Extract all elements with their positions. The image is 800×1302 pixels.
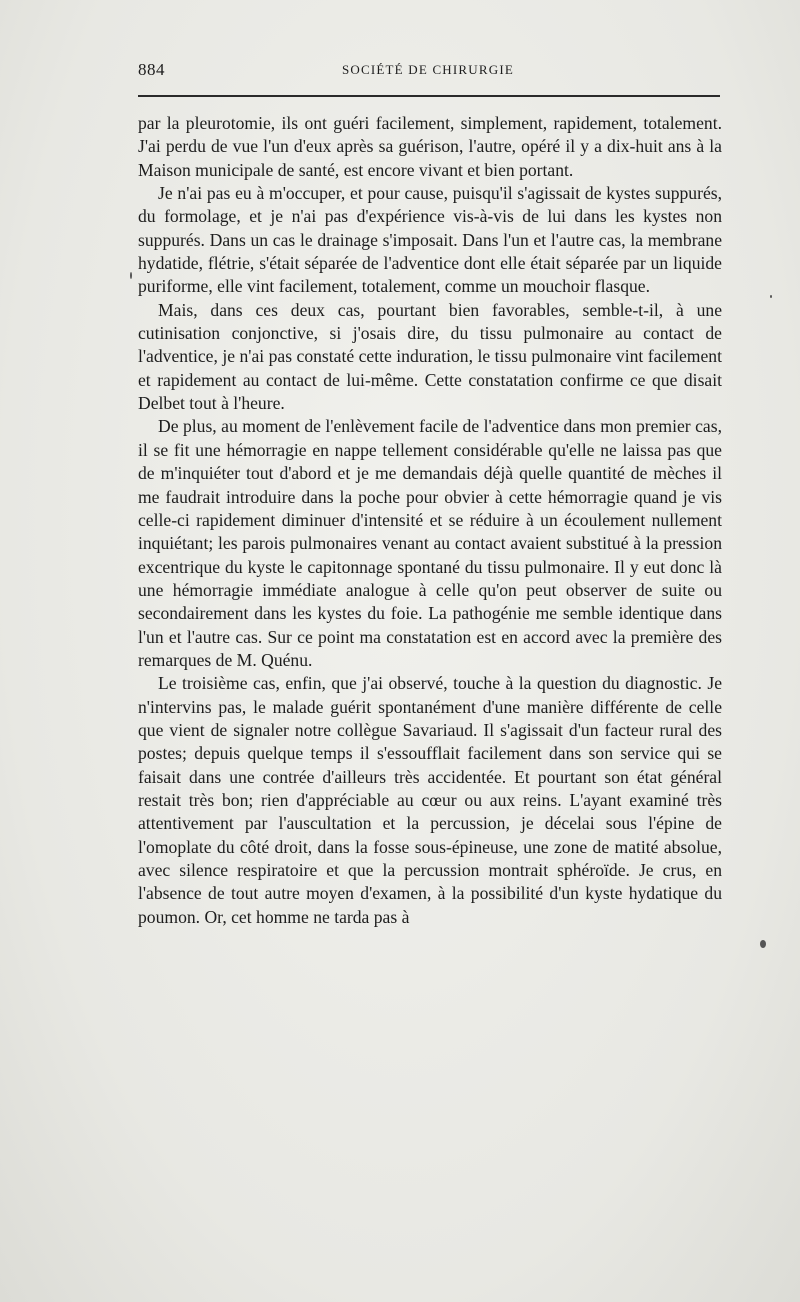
header-rule bbox=[138, 95, 720, 97]
page-number: 884 bbox=[138, 60, 165, 79]
print-speck bbox=[770, 295, 772, 298]
paragraph-cutinisation: Mais, dans ces deux cas, pourtant bien favorables, semble-t-il, à une cutinisation conjonctive, si j'osais dire, du tissu pulmonaire au contact de l'adventice, je n'ai pas constaté cette induration, le tissu pulmonaire vint facilement et rapidement au contact de lui-même. Cette constatation confirme ce que disait Delbet tout à l'heure. bbox=[138, 299, 722, 414]
paragraph-continuation: par la pleurotomie, ils ont guéri facilement, simplement, rapidement, totalement. J'ai perdu de vue l'un d'eux après sa guérison, l'autre, opéré il y a dix-huit ans à la Maison municipale de santé, est encore vivant et bien portant. bbox=[138, 113, 722, 180]
body-text bbox=[138, 112, 722, 929]
paragraph-hemorragie: De plus, au moment de l'enlèvement facile de l'adventice dans mon premier cas, il se fit une hémorragie en nappe tellement considérable qu'elle ne laissa pas que de m'inquiéter tout d'abord et je me demandais déjà quelle quantité de mèches il me faudrait introduire dans la poche pour obvier à cette hémorragie quand je vis celle-ci rapidement diminuer d'intensité et se réduire à un écoulement nullement inquiétant; les parois pulmonaires venant au contact avaient substitué à la pression excentrique du kyste le capitonnage spontané du tissu pulmonaire. Il y eut donc là une hémorragie immédiate analogue à celle qu'on peut observer de suite ou secondairement dans les kystes du foie. La pathogénie me semble identique dans l'un et l'autre cas. Sur ce point ma constatation est en accord avec la première des remarques de M. Quénu. bbox=[138, 416, 722, 670]
paragraph-formolage: Je n'ai pas eu à m'occuper, et pour cause, puisqu'il s'agissait de kystes suppurés, du formolage, et je n'ai pas d'expérience vis-à-vis de lui dans les kystes non suppurés. Dans un cas le drainage s'imposait. Dans l'un et l'autre cas, la membrane hydatide, flétrie, s'était séparée de l'adventice dont elle était séparée par un liquide puriforme, elle vint facilement, totalement, comme un mouchoir flasque. bbox=[138, 183, 722, 297]
print-speck bbox=[130, 272, 132, 279]
print-speck bbox=[760, 940, 766, 948]
paragraph-diagnostic: Le troisième cas, enfin, que j'ai observé, touche à la question du diagnostic. Je n'intervins pas, le malade guérit spontanément d'une manière différente de celle que vient de signaler notre collègue Savariaud. Il s'agissait d'un facteur rural des postes; depuis quelque temps il s'essoufflait facilement dans son service qui se faisait dans une contrée d'ailleurs très accidentée. Et pourtant son état général restait très bon; rien d'appréciable au cœur ou aux reins. L'ayant examiné très attentivement par l'auscultation et la percussion, je décelai sous l'épine de l'omoplate du côté droit, dans la fosse sous-épineuse, une zone de matité absolue, avec silence respiratoire et que la percussion montrait sphéroïde. Je crus, en l'absence de tout autre moyen d'examen, à la possibilité d'un kyste hydatique du poumon. Or, cet homme ne tarda pas à bbox=[138, 673, 722, 927]
running-title: SOCIÉTÉ DE CHIRURGIE bbox=[341, 62, 515, 77]
page-header bbox=[138, 58, 718, 82]
